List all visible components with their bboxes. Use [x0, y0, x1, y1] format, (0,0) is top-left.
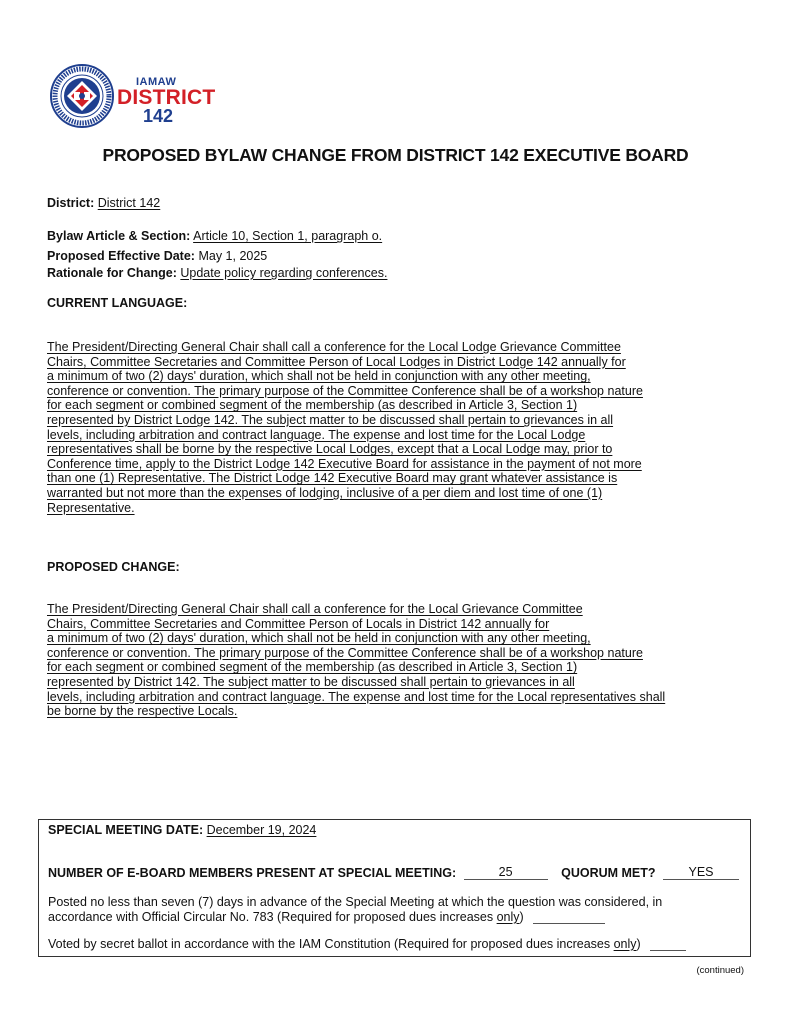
article-value: Article 10, Section 1, paragraph o.	[193, 229, 383, 243]
meeting-date-value: December 19, 2024	[206, 823, 317, 837]
members-present-row	[48, 865, 739, 880]
secret-ballot-row	[48, 937, 686, 951]
proposed-change-text	[47, 602, 747, 719]
secret-ballot-close: )	[636, 937, 641, 951]
secret-ballot-blank[interactable]	[650, 950, 686, 951]
district-field	[47, 195, 160, 211]
secret-ballot-only: only	[613, 937, 637, 951]
current-line: warranted but not more than the expenses of lodging, inclusive of a per diem and lost time of one (1)	[47, 485, 603, 500]
district-value: District 142	[97, 196, 161, 210]
page-title: PROPOSED BYLAW CHANGE FROM DISTRICT 142 EXECUTIVE BOARD	[102, 145, 689, 165]
meeting-date-row	[48, 823, 316, 837]
proposed-line: represented by District 142. The subject matter to be discussed shall pertain to grievances in all	[47, 674, 575, 689]
current-line: a minimum of two (2) days' duration, which shall not be held in conjunction with any other meeting,	[47, 369, 591, 384]
rationale-value: Update policy regarding conferences.	[180, 266, 388, 280]
proposed-line: The President/Directing General Chair shall call a conference for the Local Grievance Committee	[47, 602, 583, 616]
current-line: for each segment or combined segment of the membership (as described in Article 3, Section 1)	[47, 398, 578, 413]
effective-date-field	[47, 248, 267, 264]
proposed-line: levels, including arbitration and contract language. The expense and lost time for the Local representatives shall	[47, 689, 666, 704]
proposed-line: conference or convention. The primary purpose of the Committee Conference shall be of a workshop nature	[47, 645, 643, 660]
effective-date-value: May 1, 2025	[198, 249, 268, 263]
current-line: The President/Directing General Chair shall call a conference for the Local Lodge Grievance Committee	[47, 340, 621, 354]
posted-notice-blank[interactable]	[533, 923, 605, 924]
meeting-date-label: SPECIAL MEETING DATE:	[48, 823, 204, 837]
rationale-field	[47, 265, 387, 281]
proposed-line: Chairs, Committee Secretaries and Committee Person of Locals in District 142 annually for	[47, 616, 550, 631]
effective-date-label: Proposed Effective Date:	[47, 249, 195, 263]
current-line: represented by District Lodge 142. The subject matter to be discussed shall pertain to grievances in all	[47, 412, 614, 427]
rationale-label: Rationale for Change:	[47, 266, 177, 280]
district-logo	[50, 64, 220, 130]
posted-notice-line1: Posted no less than seven (7) days in advance of the Special Meeting at which the question was considered, in	[48, 895, 663, 909]
proposed-line: for each segment or combined segment of the membership (as described in Article 3, Section 1)	[47, 660, 578, 675]
current-line: Representative.	[47, 500, 135, 515]
proposed-change-heading: PROPOSED CHANGE:	[47, 560, 180, 574]
current-line: Chairs, Committee Secretaries and Committee Person of Local Lodges in District Lodge 142 annually for	[47, 354, 626, 369]
continued-note: (continued)	[696, 965, 744, 976]
logo-number-text: 142	[143, 106, 174, 126]
posted-notice-text: accordance with Official Circular No. 783 (Required for proposed dues increases	[48, 910, 497, 924]
members-present-label: NUMBER OF E-BOARD MEMBERS PRESENT AT SPECIAL MEETING:	[48, 866, 457, 880]
current-line: than one (1) Representative. The District Lodge 142 Executive Board may grant whatever assistance is	[47, 471, 618, 486]
current-line: levels, including arbitration and contract language. The expense and lost time for the Local Lodge	[47, 427, 586, 442]
current-language-heading: CURRENT LANGUAGE:	[47, 296, 188, 310]
article-label: Bylaw Article & Section:	[47, 229, 191, 243]
current-line: Conference time, apply to the District Lodge 142 Executive Board for assistance in the payment of not more	[47, 456, 642, 471]
logo-iamaw-text: IAMAW	[136, 76, 177, 88]
quorum-value[interactable]: YES	[663, 865, 739, 880]
posted-notice-close: )	[519, 910, 524, 924]
secret-ballot-text: Voted by secret ballot in accordance with the IAM Constitution (Required for proposed dues increases	[48, 937, 614, 951]
logo-district-text: DISTRICT	[117, 86, 216, 109]
current-line: conference or convention. The primary purpose of the Committee Conference shall be of a workshop nature	[47, 383, 643, 398]
posted-notice-line2	[48, 910, 605, 924]
current-language-text	[47, 340, 747, 515]
current-line: representatives shall be borne by the respective Local Lodges, except that a Local Lodge may, prior to	[47, 442, 613, 457]
district-label: District:	[47, 196, 95, 210]
posted-notice-only: only	[496, 910, 520, 924]
quorum-label: QUORUM MET?	[561, 866, 656, 880]
members-present-value[interactable]: 25	[464, 865, 548, 880]
proposed-line: be borne by the respective Locals.	[47, 704, 238, 719]
special-meeting-box	[38, 819, 751, 957]
iam-seal-icon	[50, 64, 114, 128]
proposed-line: a minimum of two (2) days' duration, which shall not be held in conjunction with any other meeting,	[47, 631, 591, 646]
article-field	[47, 228, 382, 244]
